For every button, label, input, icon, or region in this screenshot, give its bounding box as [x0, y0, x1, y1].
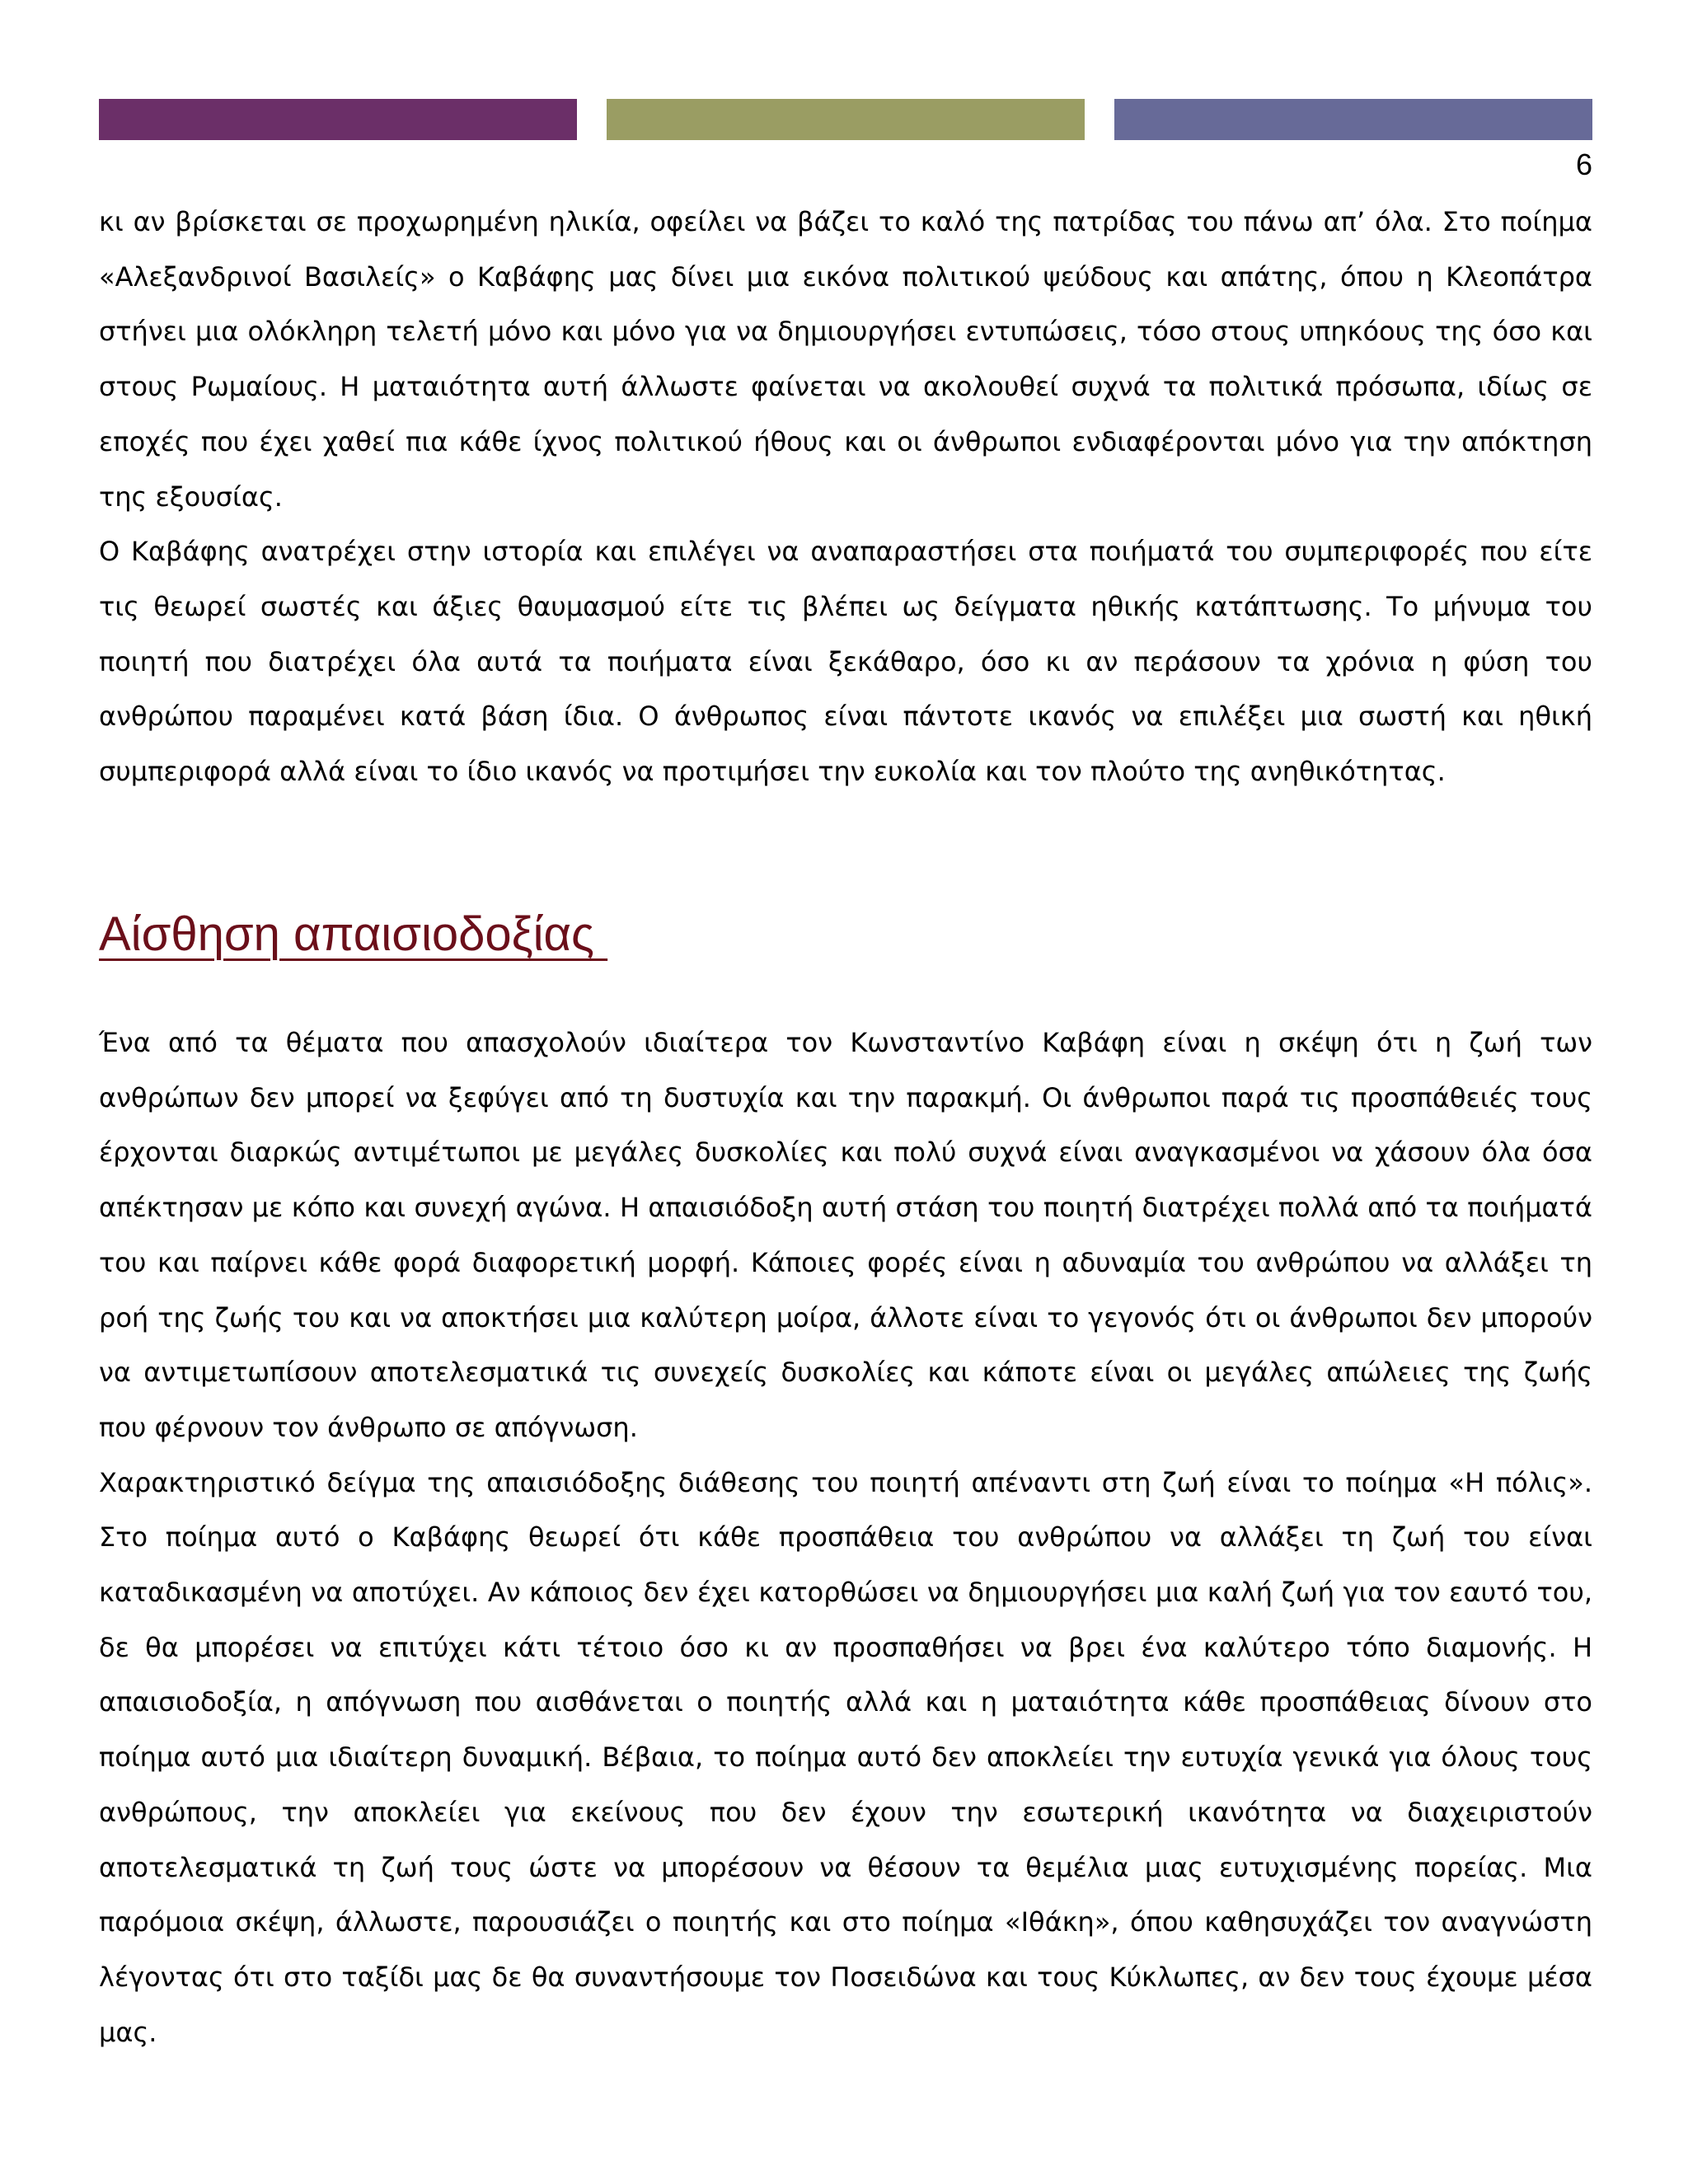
body-paragraph: Ένα από τα θέματα που απασχολούν ιδιαίτερα τον Κωνσταντίνο Καβάφη είναι η σκέψη ότι η ζωή των ανθρώπων δεν μπορεί να ξεφύγει από τη δυστυχία και την παρακμή. Οι άνθρωποι παρά τις προσπάθειές τους έρχονται διαρκώς αντιμέτωποι με μεγάλες δυσκολίες και πολύ συχνά είναι αναγκασμένοι να χάσουν όλα όσα απέκτησαν με κόπο και συνεχή αγώνα. Η απαισιόδοξη αυτή στάση του ποιητή διατρέχει πολλά από τα ποιήματά του και παίρνει κάθε φορά διαφορετική μορφή. Κάποιες φορές είναι η αδυναμία του ανθρώπου να αλλάξει τη ροή της ζωής του και να αποκτήσει μια καλύτερη μοίρα, άλλοτε είναι το γεγονός ότι οι άνθρωποι δεν μπορούν να αντιμετωπίσουν αποτελεσματικά τις συνεχείς δυσκολίες και κάποτε είναι οι μεγάλες απώλειες της ζωής που φέρνουν τον άνθρωπο σε απόγνωση. [99, 1027, 1592, 1443]
pessimism-section [99, 1015, 1592, 2060]
body-paragraph: Χαρακτηριστικό δείγμα της απαισιόδοξης διάθεσης του ποιητή απέναντι στη ζωή είναι το ποίημα «Η πόλις». Στο ποίημα αυτό ο Καβάφης θεωρεί ότι κάθε προσπάθεια του ανθρώπου να αλλάξει τη ζωή του είναι καταδικασμένη να αποτύχει. Αν κάποιος δεν έχει κατορθώσει να δημιουργήσει μια καλή ζωή για τον εαυτό του, δε θα μπορέσει να επιτύχει κάτι τέτοιο όσο κι αν προσπαθήσει να βρει ένα καλύτερο τόπο διαμονής. Η απαισιοδοξία, η απόγνωση που αισθάνεται ο ποιητής αλλά και η ματαιότητα κάθε προσπάθειας δίνουν στο ποίημα αυτό μια ιδιαίτερη δυναμική. Βέβαια, το ποίημα αυτό δεν αποκλείει την ευτυχία γενικά για όλους τους ανθρώπους, την αποκλείει για εκείνους που δεν έχουν την εσωτερική ικανότητα να διαχειριστούν αποτελεσματικά τη ζωή τους ώστε να μπορέσουν να θέσουν τα θεμέλια μιας ευτυχισμένης πορείας. Μια παρόμοια σκέψη, άλλωστε, παρουσιάζει ο ποιητής και στο ποίημα «Ιθάκη», όπου καθησυχάζει τον αναγνώστη λέγοντας ότι στο ταξίδι μας δε θα συναντήσουμε τον Ποσειδώνα και τους Κύκλωπες, αν δεν τους έχουμε μέσα μας. [99, 1466, 1592, 2048]
body-paragraph: κι αν βρίσκεται σε προχωρημένη ηλικία, οφείλει να βάζει το καλό της πατρίδας του πάνω απ’ όλα. Στο ποίημα «Αλεξανδρινοί Βασιλείς» ο Καβάφης μας δίνει μια εικόνα πολιτικού ψεύδους και απάτης, όπου η Κλεοπάτρα στήνει μια ολόκληρη τελετή μόνο και μόνο για να δημιουργήσει εντυπώσεις, τόσο στους υπηκόους της όσο και στους Ρωμαίους. Η ματαιότητα αυτή άλλωστε φαίνεται να ακολουθεί συχνά τα πολιτικά πρόσωπα, ιδίως σε εποχές που έχει χαθεί πια κάθε ίχνος πολιτικού ήθους και οι άνθρωποι ενδιαφέρονται μόνο για την απόκτηση της εξουσίας. [99, 206, 1592, 513]
page-number: 6 [1575, 148, 1592, 181]
header-bar-olive [607, 99, 1085, 140]
header-bar-purple [99, 99, 577, 140]
section-heading: Αίσθηση απαισιοδοξίας [99, 907, 608, 961]
header-color-bars [99, 99, 1592, 140]
header-bar-slate-blue [1114, 99, 1592, 140]
body-paragraph: Ο Καβάφης ανατρέχει στην ιστορία και επιλέγει να αναπαραστήσει στα ποιήματά του συμπεριφορές που είτε τις θεωρεί σωστές και άξιες θαυμασμού είτε τις βλέπει ως δείγματα ηθικής κατάπτωσης. Το μήνυμα του ποιητή που διατρέχει όλα αυτά τα ποιήματα είναι ξεκάθαρο, όσο κι αν περάσουν τα χρόνια η φύση του ανθρώπου παραμένει κατά βάση ίδια. Ο άνθρωπος είναι πάντοτε ικανός να επιλέξει μια σωστή και ηθική συμπεριφορά αλλά είναι το ίδιο ικανός να προτιμήσει την ευκολία και τον πλούτο της ανηθικότητας. [99, 536, 1592, 788]
intro-section [99, 194, 1592, 799]
